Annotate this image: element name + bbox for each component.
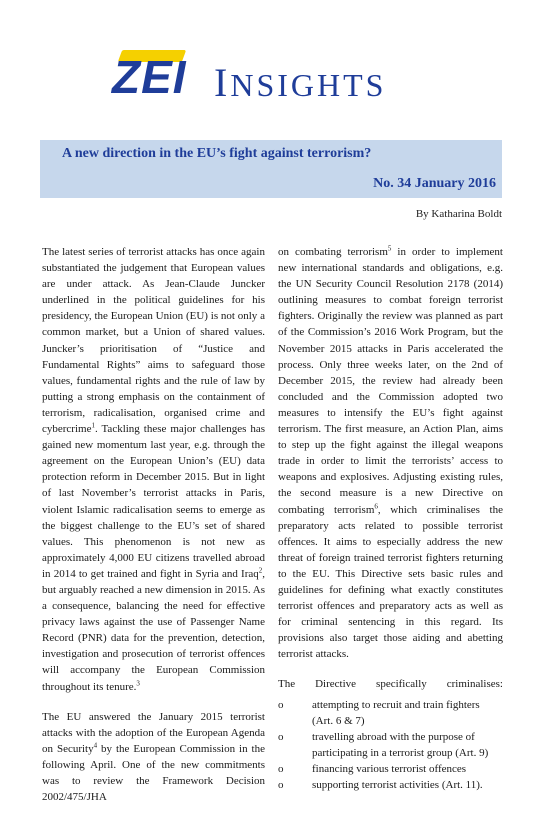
bullet-marker: o [278, 730, 284, 743]
footnote-ref: 6 [374, 501, 378, 510]
list-item: o supporting terrorist activities (Art. 11). [278, 777, 503, 793]
paragraph: The EU answered the January 2015 terrorist attacks with the adoption of the European Agenda on Security$^4$ by the European Commission in the following April. One of the new commitments was to review the Framework Decision 2002/475/JHA [42, 710, 265, 804]
logo-insights [214, 60, 387, 105]
logo-insights-cap: I [214, 60, 231, 105]
list-item: o travelling abroad with the purpose of participating in a terrorist group (Art. 9) [278, 729, 503, 761]
list-item: o financing various terrorist offences [278, 761, 503, 777]
zei-insights-logo [112, 40, 452, 110]
logo-zei: ZEI [112, 51, 187, 103]
document-title: A new direction in the EU’s fight against terrorism? [62, 146, 372, 161]
title-band [40, 140, 502, 198]
criminalised-acts-list [278, 697, 503, 794]
bullet-marker: o [278, 762, 284, 775]
criminalises-heading: The Directive specifically criminalises: [278, 678, 503, 691]
bullet-marker: o [278, 698, 284, 711]
paragraph: The latest series of terrorist attacks has once again substantiated the judgement that European values are under attack. As Jean-Claude Juncker underlined in the political guidelines for his presidency, the European Union (EU) is not only a common market, but a Union of shared values. Juncker’s prioritisation of “Justice and Fundamental Rights” aims to safeguard those values, fundamental rights and the rule of law by putting a strong emphasis on the containment of terrorism, radicalisation, organised crime and cybercrime$^1$. Tackling these major challenges has gained new momentum last year, e.g. through the agreement on the European Union’s (EU) data protection reform in December 2015. But in light of last November’s terrorist attacks in Paris, violent Islamic radicalisation seems to emerge as the biggest challenge to the EU’s set of shared values. This phenomenon is not new as approximately 4,000 EU citizens travelled abroad in 2014 to get trained and fight in Syria and Iraq$^2$, but arguably reached a new dimension in 2015. As a consequence, balancing the need for effective privacy laws against the use of Passenger Name Record (PNR) data for the prevention, detection, investigation and prosecution of terrorist offences will accompany the European Commission throughout its tenure.$^3$ [42, 246, 265, 693]
footnote-ref: 5 [387, 244, 392, 253]
footnote-ref: 4 [93, 741, 98, 750]
logo-insights-rest: NSIGHTS [230, 67, 387, 103]
issue-number: No. 34 January 2016 [373, 176, 496, 191]
footnote-ref: 1 [91, 421, 95, 430]
author-byline: By Katharina Boldt [415, 208, 502, 220]
footnote-ref: 3 [136, 678, 140, 687]
right-column [278, 244, 503, 793]
list-item: o attempting to recruit and train fighters (Art. 6 & 7) [278, 697, 503, 729]
bullet-marker: o [278, 779, 284, 791]
footnote-ref: 2 [258, 566, 263, 575]
left-column [42, 244, 265, 819]
paragraph: on combating terrorism$^5$ in order to implement new international standards and obligations, e.g. the UN Security Council Resolution 2178 (2014) outlining measures to combat foreign terrorist fighters. Originally the review was planned as part of the Commission’s 2016 Work Program, but the November 2015 attacks in Paris accelerated the process. Only three weeks later, on the 2nd of December 2015, the review had already been concluded and the Commission adopted two measures to intensify the EU’s fight against terrorism. The first measure, an Action Plan, aims to step up the fight against the illegal weapons trade in order to limit the terrorists’ access to weapons and explosives. Adjusting existing rules, the second measure is a new Directive on combating terrorism$^6$, which criminalises the preparatory acts related to possible terrorist offences. It aims to especially address the new threat of foreign trained terrorist fighters returning to the EU. This Directive sets basic rules and guidelines for defining what exactly constitutes terrorist offences and preparatory acts as well as for criminal sentencing in this regard. Its provisions also target those aiding and abetting terrorist attacks. [278, 244, 503, 661]
